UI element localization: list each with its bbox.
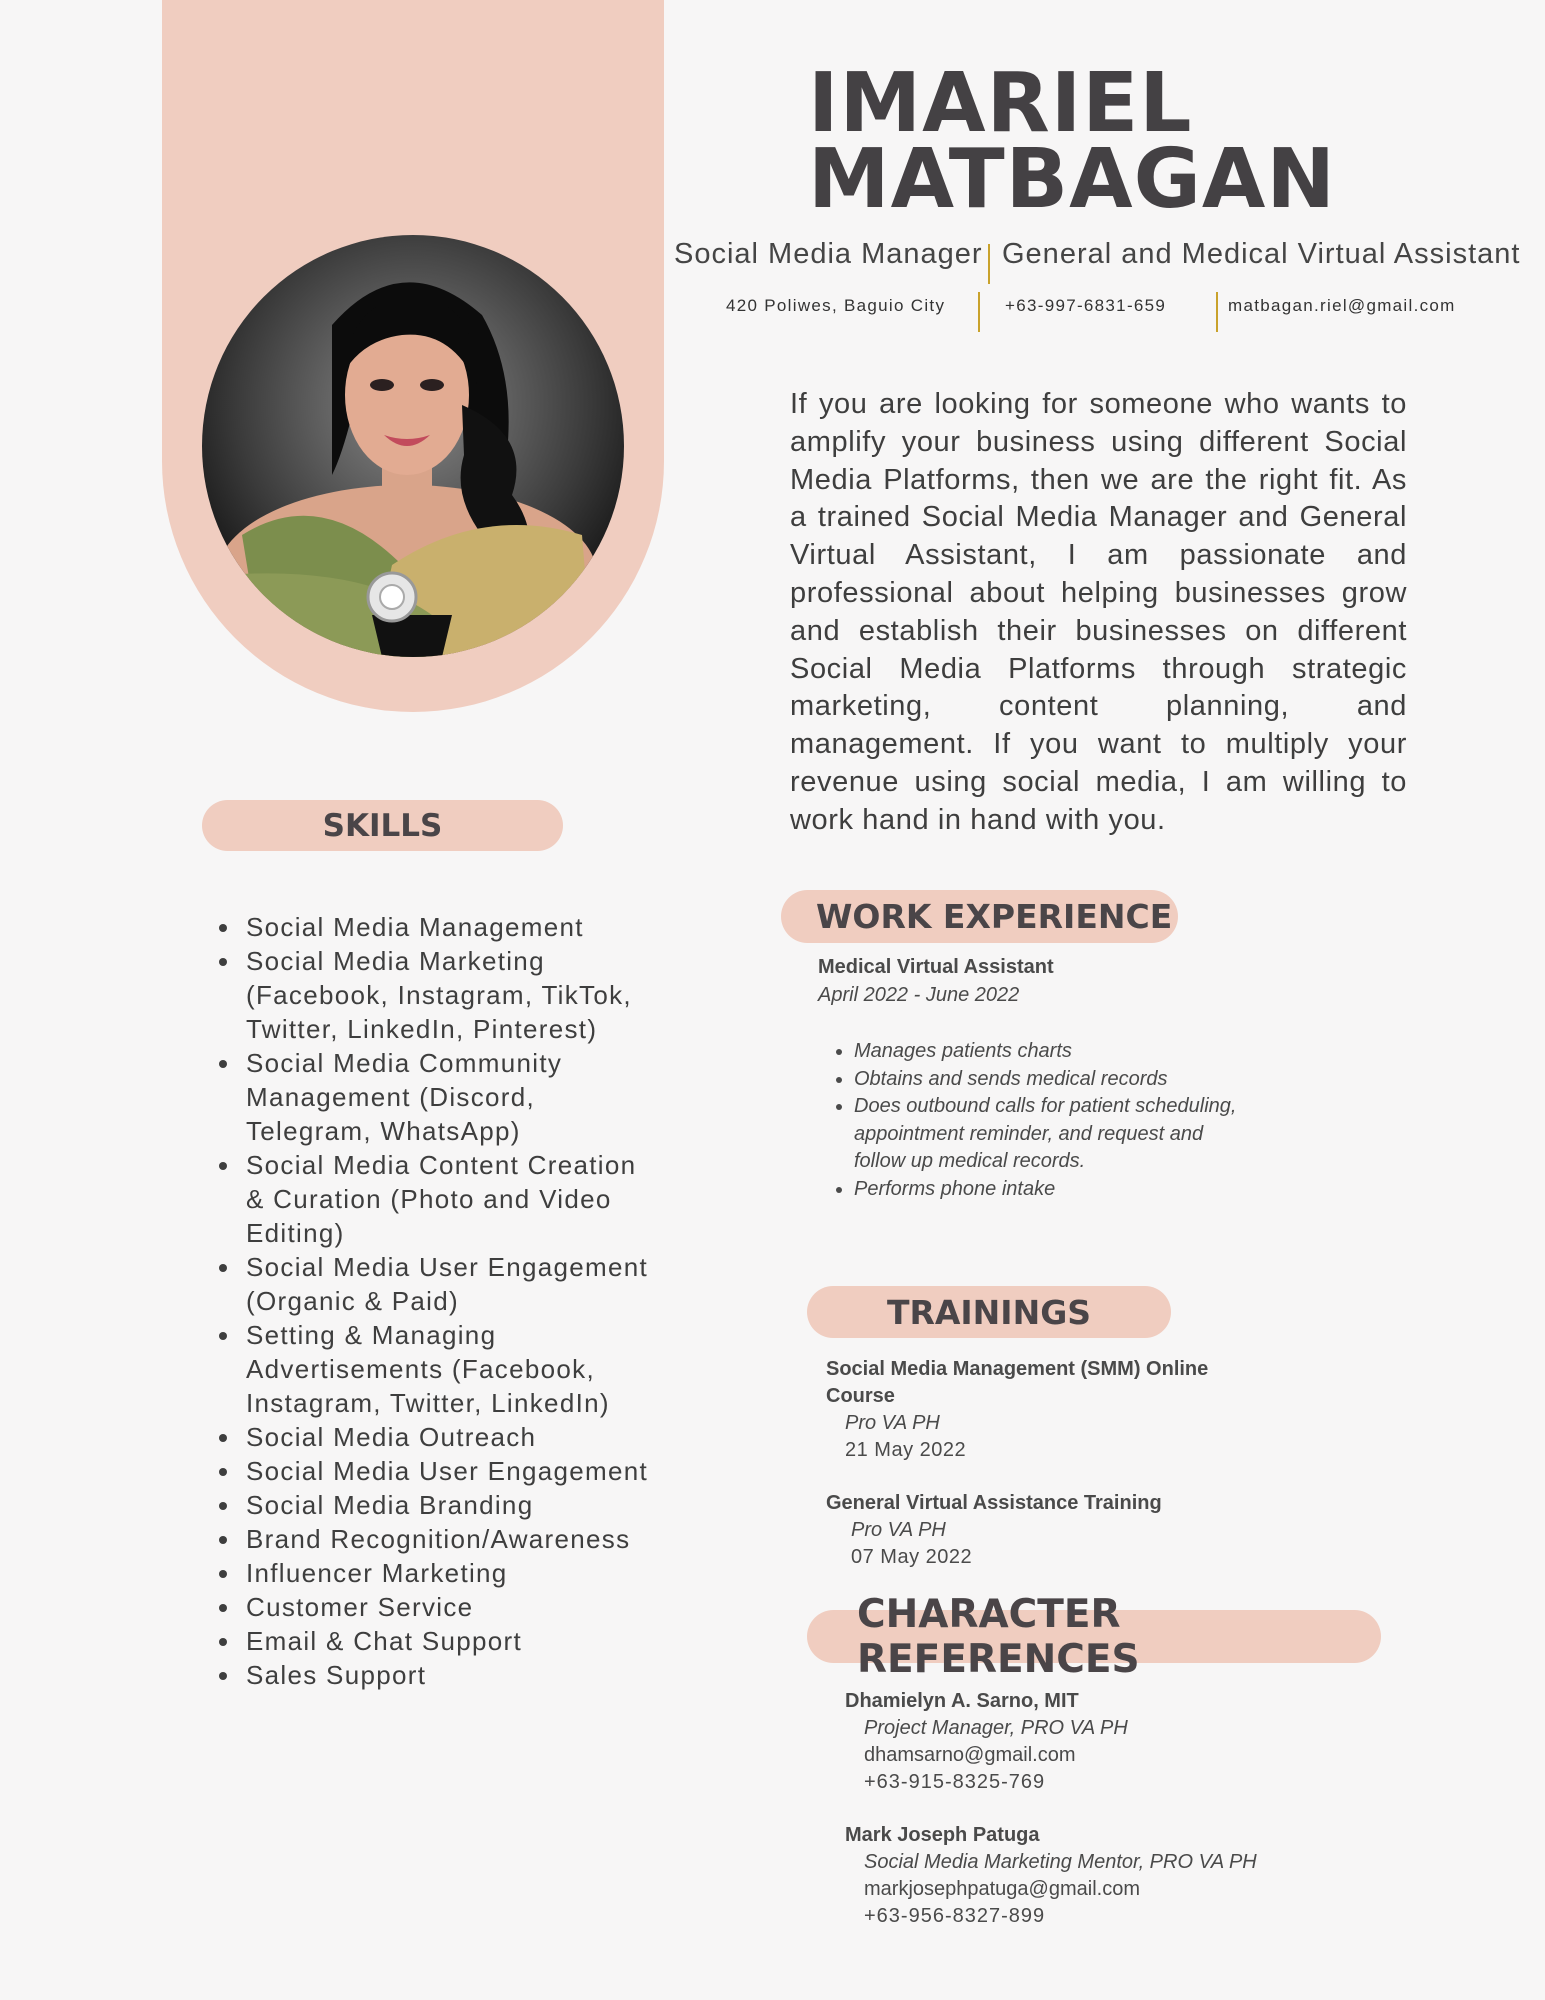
list-item: • Performs phone intake (854, 1176, 1254, 1204)
contact-divider (1216, 292, 1218, 332)
list-item: • Brand Recognition/Awareness (242, 1522, 662, 1556)
list-item: • Social Media Outreach (242, 1420, 662, 1454)
list-item: • Influencer Marketing (242, 1556, 662, 1590)
section-heading-trainings: TRAININGS (807, 1286, 1171, 1338)
list-item: • Does outbound calls for patient scheduling, appointment reminder, and request and follow up medical records. (854, 1093, 1254, 1176)
skills-list (212, 910, 662, 1692)
reference-role: Social Media Marketing Mentor, PRO VA PH (864, 1851, 1257, 1873)
list-item: • Social Media Management (242, 910, 662, 944)
section-heading-skills: SKILLS (202, 800, 563, 851)
list-item: • Manages patients charts (854, 1038, 1254, 1066)
training-date: 21 May 2022 (845, 1439, 967, 1461)
person-name (808, 56, 1508, 227)
job-title: Medical Virtual Assistant (818, 956, 1054, 978)
list-item: • Social Media Content Creation & Curation (Photo and Video Editing) (242, 1148, 662, 1250)
section-heading-work: WORK EXPERIENCE (781, 890, 1178, 943)
title-divider (988, 244, 990, 284)
training-date: 07 May 2022 (851, 1546, 973, 1568)
list-item: • Social Media Branding (242, 1488, 662, 1522)
profile-summary: If you are looking for someone who wants to amplify your business using different Social Media Platforms, then we are the right fit. As a trained Social Media Manager and General Virtual Assistant, I am passionate and professional about helping businesses grow and establish their businesses on different Social Media Platforms through strategic marketing, content planning, and management. If you want to multiply your revenue using social media, I am willing to work hand in hand with you. (790, 388, 1407, 836)
reference-phone: +63-915-8325-769 (864, 1771, 1046, 1793)
reference-name: Dhamielyn A. Sarno, MIT (845, 1690, 1079, 1712)
list-item: • Customer Service (242, 1590, 662, 1624)
contact-email[interactable]: matbagan.riel@gmail.com (1228, 296, 1456, 315)
last-name: MATBAGAN (808, 132, 1336, 227)
contact-divider (978, 292, 980, 332)
reference-phone: +63-956-8327-899 (864, 1905, 1046, 1927)
list-item: • Obtains and sends medical records (854, 1066, 1254, 1094)
contact-phone: +63-997-6831-659 (1005, 296, 1167, 315)
list-item: • Email & Chat Support (242, 1624, 662, 1658)
list-item: • Social Media Marketing (Facebook, Instagram, TikTok, Twitter, LinkedIn, Pinterest) (242, 944, 662, 1046)
first-name: IMARIEL (808, 56, 1193, 151)
reference-email[interactable]: markjosephpatuga@gmail.com (864, 1878, 1140, 1900)
reference-name: Mark Joseph Patuga (845, 1824, 1040, 1846)
job-dates: April 2022 - June 2022 (818, 984, 1020, 1006)
training-title: Social Media Management (SMM) Online Course (826, 1358, 1209, 1407)
list-item: • Setting & Managing Advertisements (Facebook, Instagram, Twitter, LinkedIn) (242, 1318, 662, 1420)
training-title: General Virtual Assistance Training (826, 1492, 1162, 1514)
job-duties-list (818, 1038, 1254, 1203)
contact-address: 420 Poliwes, Baguio City (726, 296, 946, 315)
list-item: • Social Media User Engagement (242, 1454, 662, 1488)
list-item: • Social Media User Engagement (Organic & Paid) (242, 1250, 662, 1318)
list-item: • Sales Support (242, 1658, 662, 1692)
list-item: • Social Media Community Management (Discord, Telegram, WhatsApp) (242, 1046, 662, 1148)
reference-role: Project Manager, PRO VA PH (864, 1717, 1128, 1739)
profile-photo (202, 235, 624, 657)
training-org: Pro VA PH (845, 1412, 940, 1434)
job-title-primary: Social Media Manager (674, 238, 983, 270)
section-heading-references: CHARACTER REFERENCES (807, 1610, 1381, 1663)
reference-email[interactable]: dhamsarno@gmail.com (864, 1744, 1076, 1766)
training-org: Pro VA PH (851, 1519, 946, 1541)
job-title-secondary: General and Medical Virtual Assistant (1002, 238, 1521, 270)
